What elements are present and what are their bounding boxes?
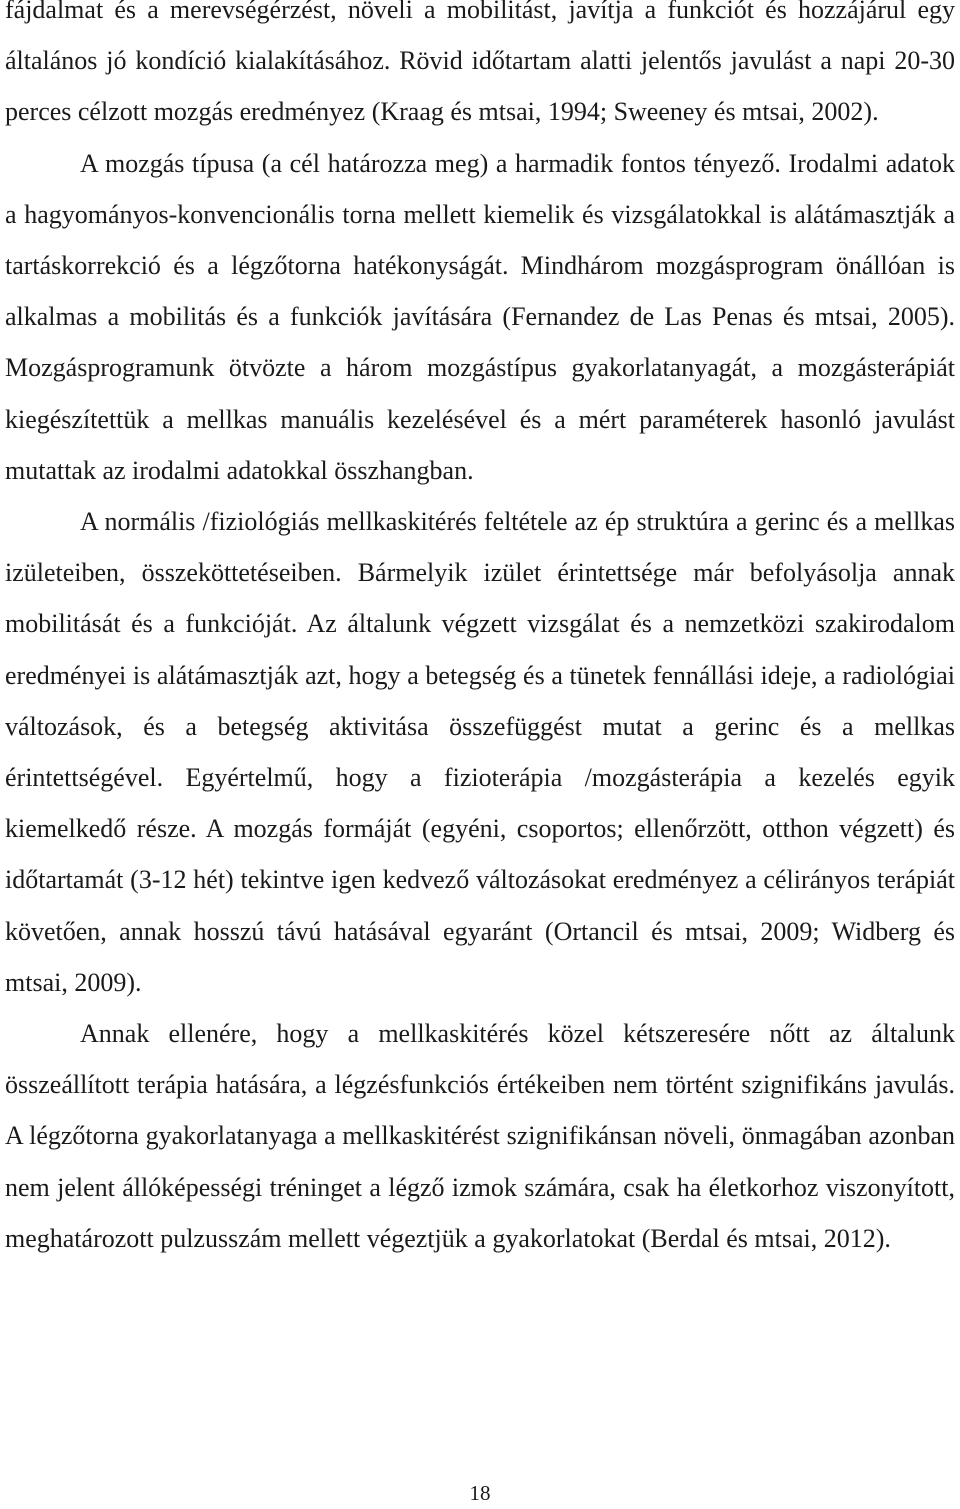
paragraph-movement-type: A mozgás típusa (a cél határozza meg) a harmadik fontos tényező. Irodalmi adatok a hagyományos-konvencionális torna mellett kiemelik és vizsgálatokkal is alátámasztják a tartáskorrekció és a légzőtorna hatékonyságát. Mindhárom mozgásprogram önállóan is alkalmas a mobilitás és a funkciók javítására (Fernandez de Las Penas és mtsai, 2005). Mozgásprogramunk ötvözte a három mozgástípus gyakorlatanyagát, a mozgásterápiát kiegészítettük a mellkas manuális kezelésével és a mért paraméterek hasonló javulást mutattak az irodalmi adatokkal összhangban. <box>5 148 955 485</box>
document-page <box>5 0 955 1264</box>
paragraph-chest-expansion: A normális /fiziológiás mellkaskitérés feltétele az ép struktúra a gerinc és a mellkas izületeiben, összeköttetéseiben. Bármelyik izület érintettsége már befolyásolja annak mobilitását és a funkcióját. Az általunk végzett vizsgálat és a nemzetközi szakirodalom eredményei is alátámasztják azt, hogy a betegség és a tünetek fennállási ideje, a radiológiai változások, és a betegség aktivitása összefüggést mutat a gerinc és a mellkas érintettségével. Egyértelmű, hogy a fizioterápia /mozgásterápia a kezelés egyik kiemelkedő része. A mozgás formáját (egyéni, csoportos; ellenőrzött, otthon végzett) és időtartamát (3-12 hét) tekintve igen kedvező változásokat eredményez a célirányos terápiát követően, annak hosszú távú hatásával egyaránt (Ortancil és mtsai, 2009; Widberg és mtsai, 2009). <box>5 507 955 997</box>
page-number: 18 <box>469 1481 491 1505</box>
paragraph-respiratory-function: Annak ellenére, hogy a mellkaskitérés közel kétszeresére nőtt az általunk összeállított terápia hatására, a légzésfunkciós értékeiben nem történt szignifikáns javulás. A légzőtorna gyakorlatanyaga a mellkaskitérést szignifikánsan növeli, önmagában azonban nem jelent állóképességi tréninget a légző izmok számára, csak ha életkorhoz viszonyított, meghatározott pulzusszám mellett végeztjük a gyakorlatokat (Berdal és mtsai, 2012). <box>5 1019 955 1253</box>
paragraph-continuation: fájdalmat és a merevségérzést, növeli a mobilitást, javítja a funkciót és hozzájárul egy általános jó kondíció kialakításához. Rövid időtartam alatti jelentős javulást a napi 20-30 perces célzott mozgás eredményez (Kraag és mtsai, 1994; Sweeney és mtsai, 2002). <box>5 0 955 127</box>
